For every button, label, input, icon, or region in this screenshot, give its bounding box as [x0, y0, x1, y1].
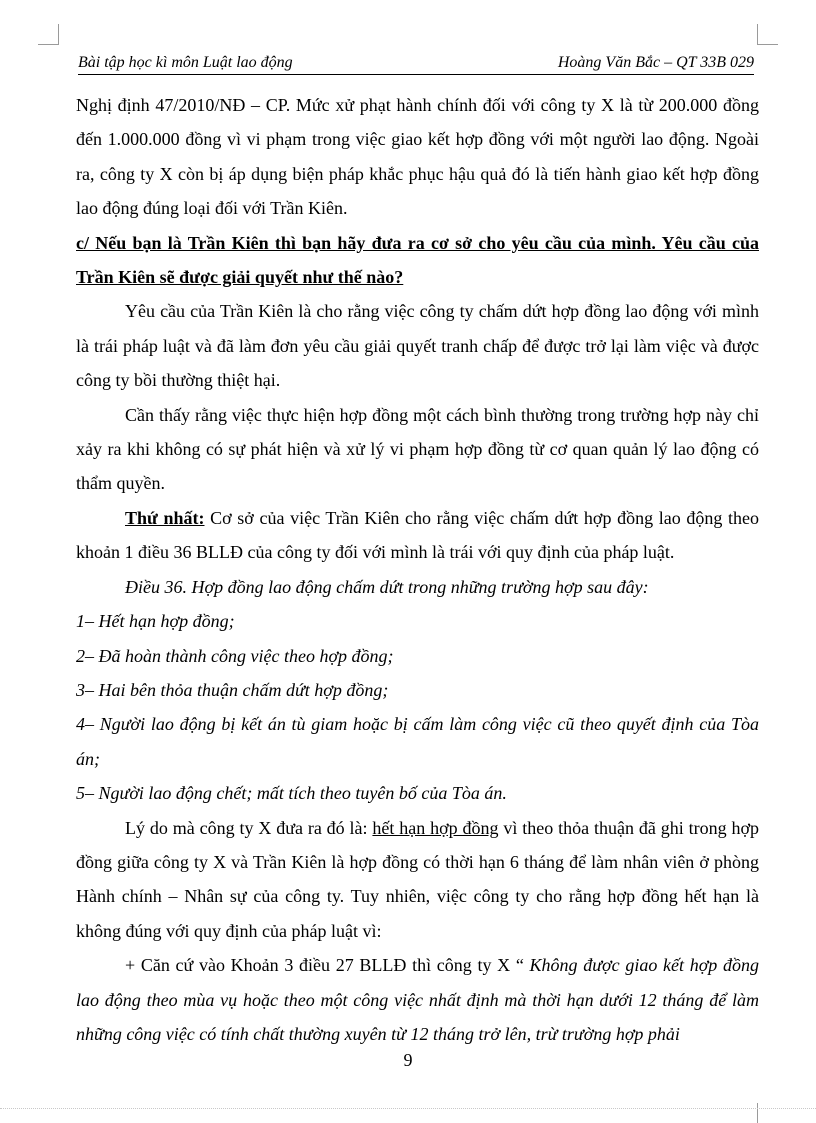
crop-mark-bottom-right: [757, 1103, 778, 1123]
paragraph-first-basis: [76, 501, 759, 570]
legal-basis-quote: Không được giao kết hợp đồng lao động theo mùa vụ hoặc theo một công việc nhất định mà thời hạn dưới 12 tháng để làm những công việc có tính chất thường xuyên từ 12 tháng trở lên, trừ trường hợp phải: [76, 955, 759, 1044]
crop-mark-top-left: [38, 24, 59, 45]
reason-text-pre: Lý do mà công ty X đưa ra đó là:: [125, 817, 373, 838]
page-body: [76, 88, 759, 1051]
crop-mark-top-right: [757, 24, 778, 45]
article-item: 4– Người lao động bị kết án tù giam hoặc bị cấm làm công việc cũ theo quyết định của Tòa án;: [76, 714, 759, 769]
article-item: 3– Hai bên thỏa thuận chấm dứt hợp đồng;: [76, 679, 389, 700]
page-header: [78, 52, 754, 75]
page-number: 9: [403, 1050, 413, 1070]
section-heading-c: c/ Nếu bạn là Trần Kiên thì bạn hãy đưa ra cơ sở cho yêu cầu của mình. Yêu cầu của Trần Kiên sẽ được giải quyết như thế nào?: [76, 232, 759, 288]
paragraph-reason: [76, 811, 759, 949]
header-right-author: Hoàng Văn Bắc – QT 33B 029: [557, 54, 754, 71]
paragraph-legal-basis: [76, 948, 759, 1051]
legal-basis-text: + Căn cứ vào Khoản 3 điều 27 BLLĐ thì công ty X “: [125, 955, 530, 976]
reason-underlined-phrase: hết hạn hợp đồng: [372, 817, 499, 838]
reason-text-post: vì theo thỏa thuận đã ghi trong hợp đồng giữa công ty X và Trần Kiên là hợp đồng có thời hạn 6 tháng để làm nhân viên ở phòng Hành chính – Nhân sự của công ty. Tuy nhiên, việc công ty cho rằng hợp đồng hết hạn là không đúng với quy định của pháp luật vì:: [76, 817, 759, 941]
paragraph-penalty: Nghị định 47/2010/NĐ – CP. Mức xử phạt hành chính đối với công ty X là từ 200.000 đồng đến 1.000.000 đồng vì vi phạm trong việc giao kết hợp đồng với một người lao động. Ngoài ra, công ty X còn bị áp dụng biện pháp khắc phục hậu quả đó là tiến hành giao kết hợp đồng lao động đúng loại đối với Trần Kiên.: [76, 95, 759, 219]
article-36-title: Điều 36. Hợp đồng lao động chấm dứt trong những trường hợp sau đây:: [125, 576, 649, 597]
first-basis-text: Cơ sở của việc Trần Kiên cho rằng việc chấm dứt hợp đồng lao động theo khoản 1 điều 36 BLLĐ của công ty đối với mình là trái với quy định của pháp luật.: [76, 507, 760, 563]
page-bottom-dotted-line: [0, 1108, 816, 1109]
first-basis-label: Thứ nhất:: [125, 507, 205, 528]
article-item: 5– Người lao động chết; mất tích theo tuyên bố của Tòa án.: [76, 783, 507, 804]
paragraph-observation: Cần thấy rằng việc thực hiện hợp đồng một cách bình thường trong trường hợp này chỉ xảy ra khi không có sự phát hiện và xử lý vi phạm hợp đồng từ cơ quan quản lý lao động có thẩm quyền.: [76, 404, 759, 494]
article-item: 2– Đã hoàn thành công việc theo hợp đồng;: [76, 645, 394, 666]
article-item: 1– Hết hạn hợp đồng;: [76, 611, 235, 632]
header-left-title: Bài tập học kì môn Luật lao động: [78, 54, 293, 71]
paragraph-request: Yêu cầu của Trần Kiên là cho rằng việc công ty chấm dứt hợp đồng lao động với mình là trái pháp luật và đã làm đơn yêu cầu giải quyết tranh chấp để được trở lại làm việc và được công ty bồi thường thiệt hại.: [76, 301, 759, 391]
